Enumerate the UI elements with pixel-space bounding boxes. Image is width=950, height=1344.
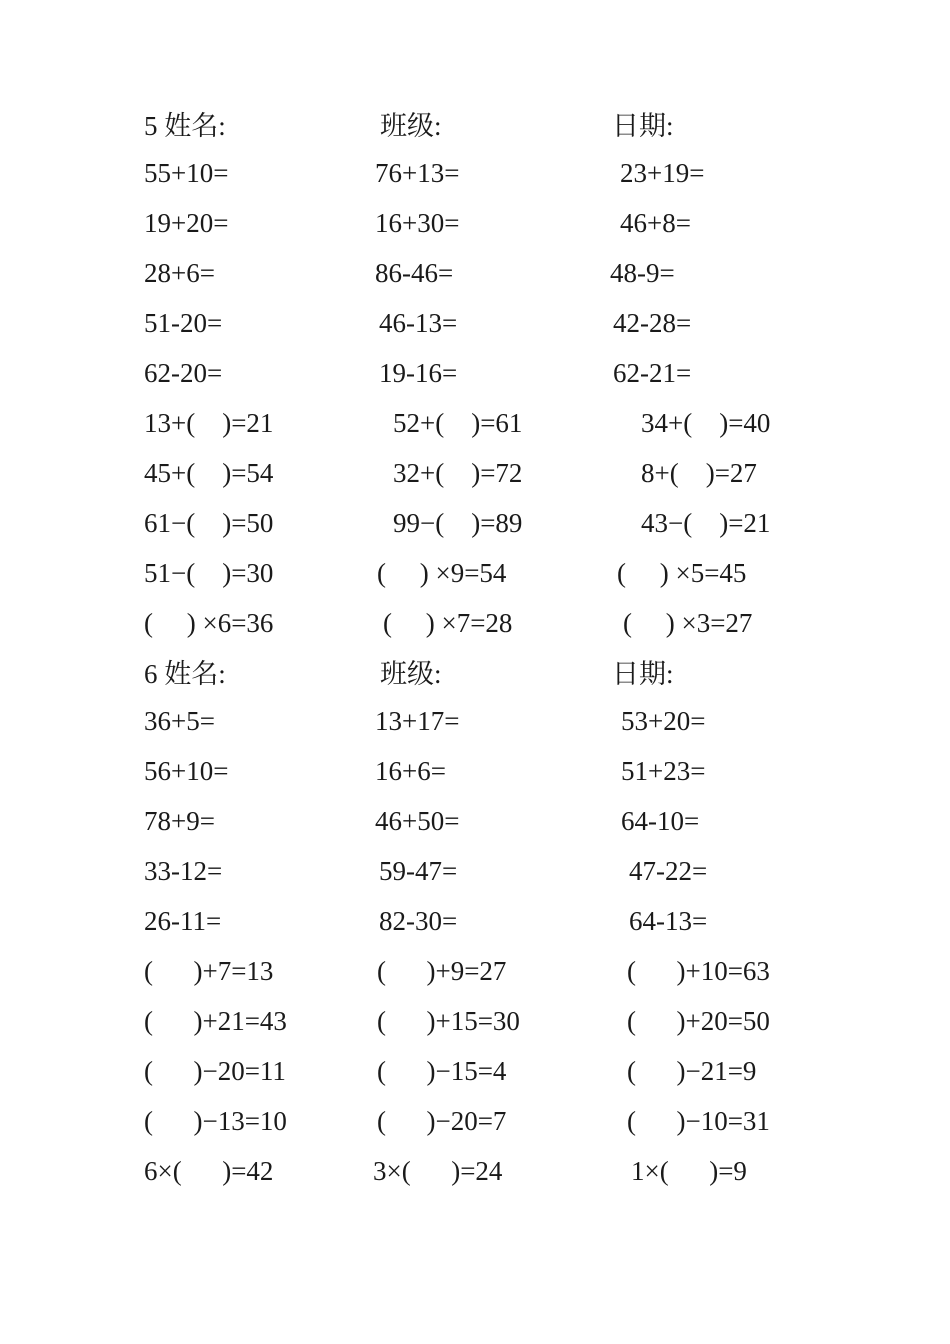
name-label: 5 姓名: xyxy=(144,111,226,141)
problem: 59-47= xyxy=(379,856,458,886)
problem: ( )−20=11 xyxy=(144,1056,286,1086)
problem-row xyxy=(0,999,950,1049)
problem: 53+20= xyxy=(621,706,706,736)
date-label: 日期: xyxy=(612,111,674,141)
worksheet-header xyxy=(0,104,950,151)
problem: 86-46= xyxy=(375,258,454,288)
problem: 52+( )=61 xyxy=(393,408,523,438)
date-label: 日期: xyxy=(612,659,674,689)
problem: 19+20= xyxy=(144,208,229,238)
problem: ( ) ×9=54 xyxy=(377,558,507,588)
problem: 64-13= xyxy=(629,906,708,936)
name-label: 6 姓名: xyxy=(144,659,226,689)
problem-row xyxy=(0,1099,950,1149)
problem-row xyxy=(0,501,950,551)
problem: 61−( )=50 xyxy=(144,508,274,538)
problem: 62-21= xyxy=(613,358,692,388)
class-label: 班级: xyxy=(380,659,442,689)
problem: 55+10= xyxy=(144,158,229,188)
problem: ( )−13=10 xyxy=(144,1106,287,1136)
problem-row xyxy=(0,451,950,501)
worksheet-6 xyxy=(0,652,950,1199)
problem: ( ) ×6=36 xyxy=(144,608,274,638)
problem-row xyxy=(0,251,950,301)
problem: 26-11= xyxy=(144,906,222,936)
problem: 3×( )=24 xyxy=(373,1156,503,1186)
problem-row xyxy=(0,551,950,601)
problem-row xyxy=(0,849,950,899)
problem: ( )−10=31 xyxy=(627,1106,770,1136)
problem: ( ) ×7=28 xyxy=(383,608,513,638)
problem: 47-22= xyxy=(629,856,708,886)
problem-row xyxy=(0,201,950,251)
problem-row xyxy=(0,601,950,651)
problem: 34+( )=40 xyxy=(641,408,771,438)
problem: 13+( )=21 xyxy=(144,408,274,438)
problem: 33-12= xyxy=(144,856,223,886)
worksheet-5 xyxy=(0,104,950,651)
problem: 19-16= xyxy=(379,358,458,388)
problem: 43−( )=21 xyxy=(641,508,771,538)
problem: 16+30= xyxy=(375,208,460,238)
problem: ( ) ×5=45 xyxy=(617,558,747,588)
problem: 56+10= xyxy=(144,756,229,786)
problem: 51+23= xyxy=(621,756,706,786)
problem: 6×( )=42 xyxy=(144,1156,274,1186)
problem-row xyxy=(0,749,950,799)
problem: ( )+7=13 xyxy=(144,956,274,986)
problem-row xyxy=(0,401,950,451)
problem: 51-20= xyxy=(144,308,223,338)
problem: 16+6= xyxy=(375,756,446,786)
problem: 23+19= xyxy=(620,158,705,188)
problem-row xyxy=(0,301,950,351)
problem: 42-28= xyxy=(613,308,692,338)
problem-row xyxy=(0,151,950,201)
problem: 32+( )=72 xyxy=(393,458,523,488)
problem-row xyxy=(0,699,950,749)
problem: ( )−21=9 xyxy=(627,1056,757,1086)
problem-row xyxy=(0,1149,950,1199)
problem: 82-30= xyxy=(379,906,458,936)
problem-row xyxy=(0,1049,950,1099)
problem: ( ) ×3=27 xyxy=(623,608,753,638)
problem: ( )+9=27 xyxy=(377,956,507,986)
problem: 64-10= xyxy=(621,806,700,836)
problem: 48-9= xyxy=(610,258,675,288)
problem: 46+8= xyxy=(620,208,691,238)
problem: 76+13= xyxy=(375,158,460,188)
problem-row xyxy=(0,949,950,999)
problem-row xyxy=(0,899,950,949)
problem: ( )+21=43 xyxy=(144,1006,287,1036)
problem: ( )+15=30 xyxy=(377,1006,520,1036)
problem: 13+17= xyxy=(375,706,460,736)
problem: ( )−20=7 xyxy=(377,1106,507,1136)
problem: 1×( )=9 xyxy=(631,1156,747,1186)
problem: 8+( )=27 xyxy=(641,458,757,488)
problem: ( )−15=4 xyxy=(377,1056,507,1086)
problem-row xyxy=(0,799,950,849)
problem: 36+5= xyxy=(144,706,215,736)
problem: 62-20= xyxy=(144,358,223,388)
problem: 99−( )=89 xyxy=(393,508,523,538)
problem: 51−( )=30 xyxy=(144,558,274,588)
problem: 45+( )=54 xyxy=(144,458,274,488)
problem-row xyxy=(0,351,950,401)
problem: 46+50= xyxy=(375,806,460,836)
problem: 78+9= xyxy=(144,806,215,836)
problem: 46-13= xyxy=(379,308,458,338)
class-label: 班级: xyxy=(380,111,442,141)
worksheet-header xyxy=(0,652,950,699)
problem: ( )+10=63 xyxy=(627,956,770,986)
problem: 28+6= xyxy=(144,258,215,288)
problem: ( )+20=50 xyxy=(627,1006,770,1036)
